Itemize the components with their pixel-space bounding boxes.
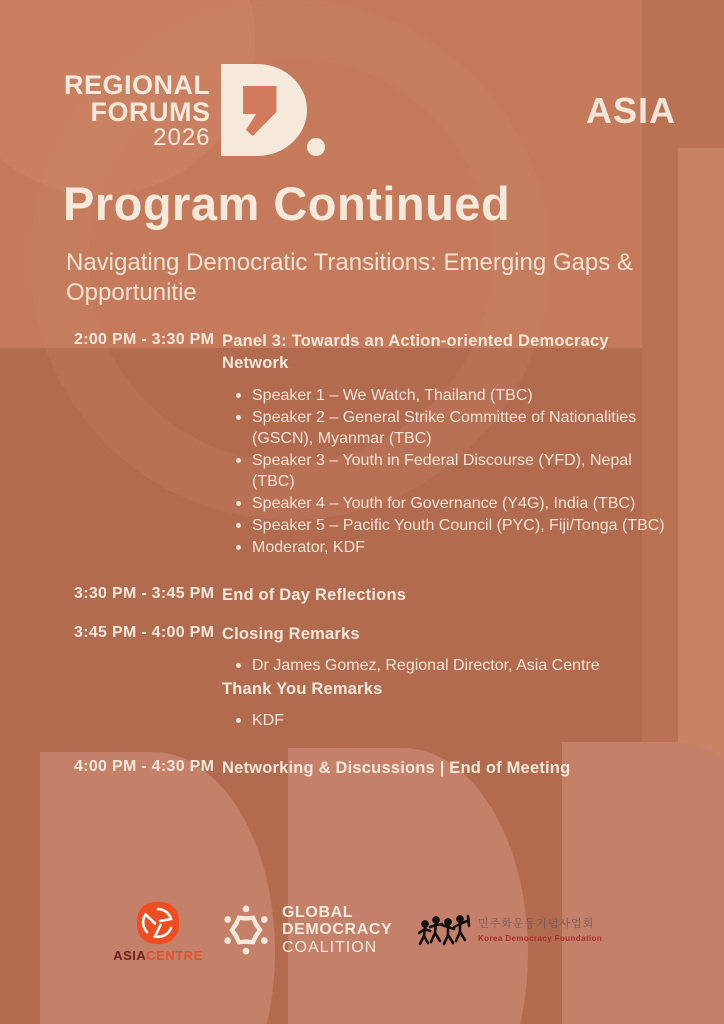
asia-centre-logo: [112, 900, 204, 963]
page-title: Program Continued: [63, 177, 511, 230]
gdc-star-icon: [220, 904, 272, 956]
brand-line-year: 2026: [153, 124, 211, 151]
speaker-list: [236, 710, 670, 731]
session-title: End of Day Reflections: [222, 586, 407, 605]
gdc-word-democracy: DEMOCRACY: [282, 921, 393, 939]
speaker-list: [236, 655, 670, 676]
d-period-logo-icon: [221, 64, 323, 156]
page-subtitle: Navigating Democratic Transitions: Emerging Gaps & Opportunitie: [66, 249, 633, 306]
session-title: Panel 3: Towards an Action-oriented Democracy Network: [222, 332, 609, 373]
session-title: Networking & Discussions | End of Meeting: [222, 759, 571, 778]
global-democracy-coalition-logo: [220, 904, 392, 956]
schedule-time: 4:00 PM - 4:30 PM: [74, 758, 215, 776]
speaker-item: Speaker 2 – General Strike Committee of Nationalities (GSCN), Myanmar (TBC): [236, 407, 670, 449]
schedule-row: [74, 330, 670, 560]
speaker-item: Dr James Gomez, Regional Director, Asia Centre: [236, 655, 670, 676]
schedule-content: [222, 330, 670, 560]
gdc-word-coalition: COALITION: [282, 938, 378, 956]
schedule: [74, 330, 670, 804]
session-title: Closing Remarks: [222, 624, 360, 643]
regional-forums-logo: [64, 64, 323, 156]
speaker-item: KDF: [236, 710, 670, 731]
asia-centre-word-centre: CENTRE: [146, 948, 203, 963]
regional-forums-wordmark: [64, 72, 211, 150]
korea-democracy-foundation-logo: [418, 910, 602, 952]
schedule-time: 3:45 PM - 4:00 PM: [74, 623, 215, 641]
schedule-row: [74, 584, 670, 606]
schedule-time: 2:00 PM - 3:30 PM: [74, 331, 215, 348]
asia-centre-wordmark: [112, 948, 204, 963]
asia-centre-aperture-icon: [135, 900, 181, 946]
brand-line-forums: FORUMS: [90, 97, 211, 127]
gdc-wordmark: [282, 904, 392, 956]
speaker-item: Moderator, KDF: [236, 537, 670, 558]
kdf-wordmark: [478, 919, 602, 943]
brand-line-regional: REGIONAL: [64, 70, 211, 100]
asia-centre-word-asia: ASIA: [113, 948, 147, 963]
session-title: Thank You Remarks: [222, 680, 383, 699]
speaker-list: [236, 385, 670, 559]
kdf-english-name: Korea Democracy Foundation: [478, 934, 603, 943]
speaker-item: Speaker 5 – Pacific Youth Council (PYC), Fiji/Tonga (TBC): [236, 515, 670, 536]
speaker-item: Speaker 1 – We Watch, Thailand (TBC): [236, 385, 670, 406]
period-dot: [307, 138, 325, 156]
speaker-item: Speaker 4 – Youth for Governance (Y4G), India (TBC): [236, 493, 670, 514]
schedule-content: [222, 623, 670, 734]
schedule-content: [222, 757, 670, 779]
kdf-korean-calligraphy: 민주화운동기념사업회: [478, 918, 595, 930]
region-label: ASIA: [585, 90, 676, 131]
speaker-item: Speaker 3 – Youth in Federal Discourse (YFD), Nepal (TBC): [236, 450, 670, 492]
footer-logos: [0, 896, 724, 976]
kdf-marching-figures-icon: [418, 910, 472, 952]
schedule-row: [74, 623, 670, 734]
schedule-row: [74, 757, 670, 779]
schedule-content: [222, 584, 670, 606]
schedule-time: 3:30 PM - 3:45 PM: [74, 585, 215, 603]
gdc-word-global: GLOBAL: [282, 904, 354, 922]
